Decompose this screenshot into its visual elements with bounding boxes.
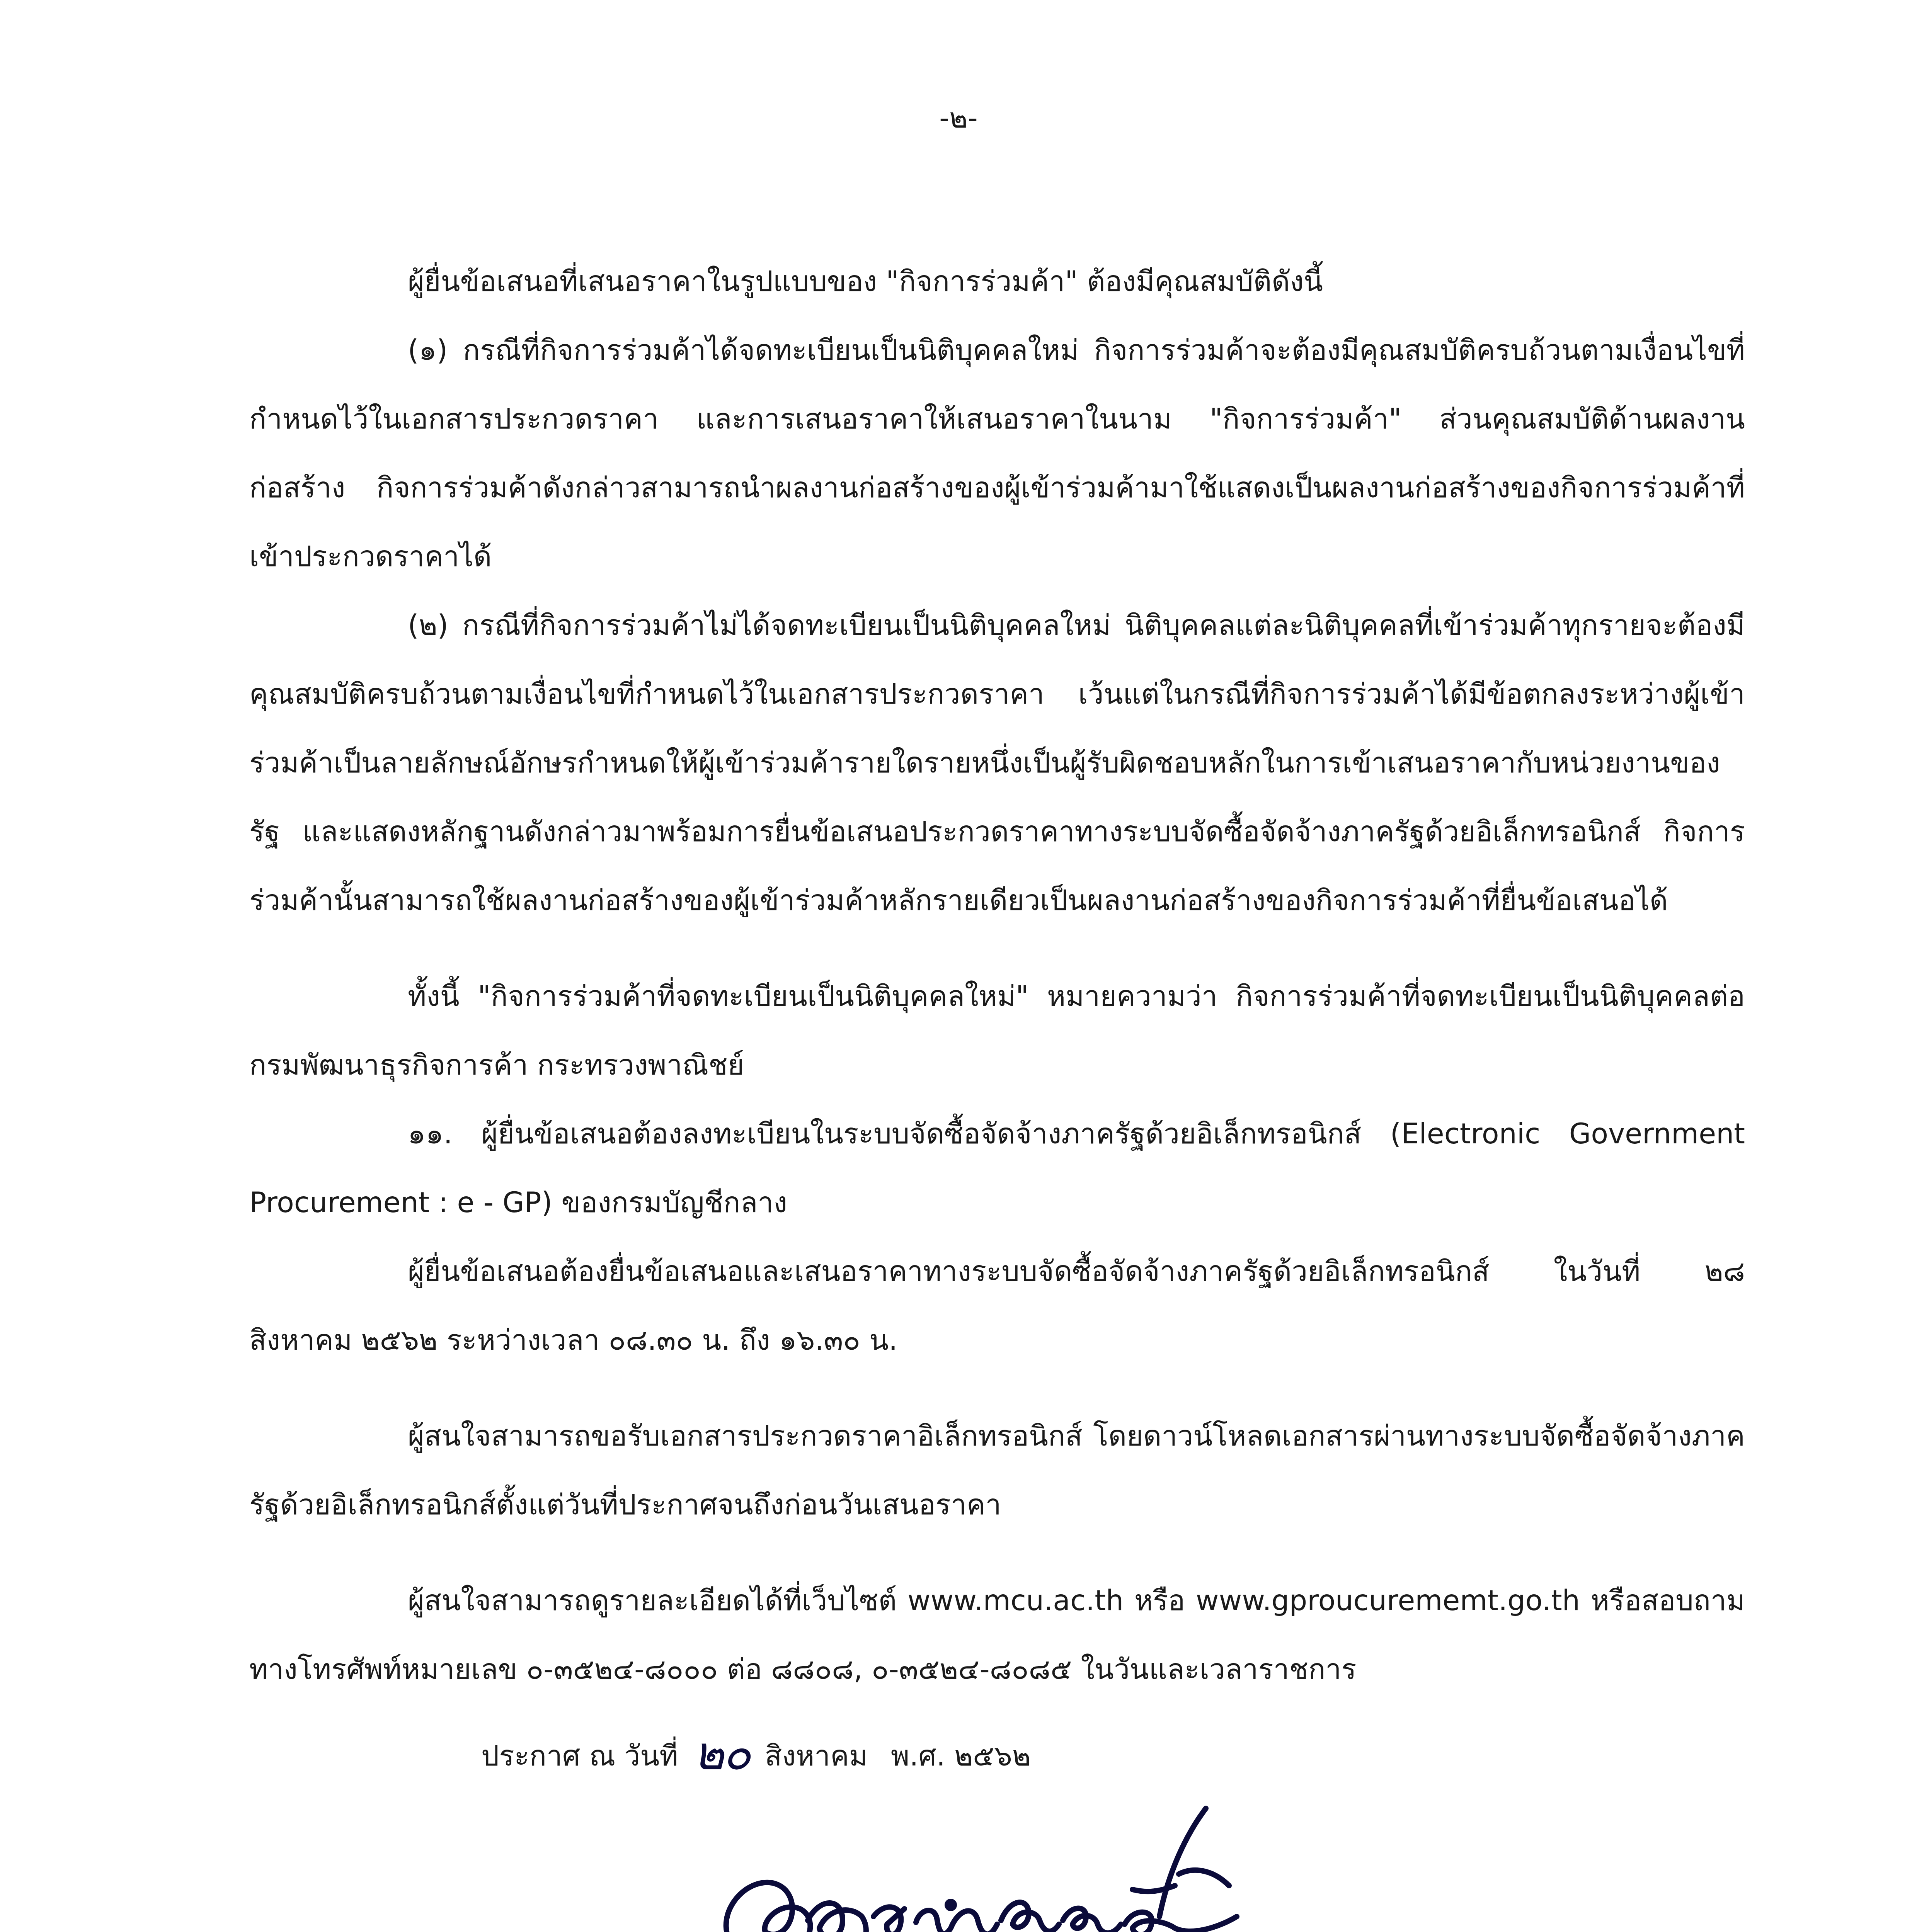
page-number: -๒- bbox=[939, 102, 978, 134]
signature-image bbox=[703, 1793, 1283, 1932]
paragraph-definition: ทั้งนี้ "กิจการร่วมค้าที่จดทะเบียนเป็นนิติบุคคลใหม่" หมายความว่า กิจการร่วมค้าที่จดทะเบียนเป็นนิติบุคคลต่อกรมพัฒนาธุรกิจการค้า กระทรวงพาณิชย์ bbox=[249, 980, 1745, 1082]
paragraph-download-docs: ผู้สนใจสามารถขอรับเอกสารประกวดราคาอิเล็กทรอนิกส์ โดยดาวน์โหลดเอกสารผ่านทางระบบจัดซื้อจัดจ้างภาครัฐด้วยอิเล็กทรอนิกส์ตั้งแต่วันที่ประกาศจนถึงก่อนวันเสนอราคา bbox=[249, 1420, 1745, 1521]
paragraph-contact: ผู้สนใจสามารถดูรายละเอียดได้ที่เว็บไซต์ www.mcu.ac.th หรือ www.gproucurememt.go.th หรือสอบถามทางโทรศัพท์หมายเลข ๐-๓๕๒๔-๘๐๐๐ ต่อ ๘๘๐๘, ๐-๓๕๒๔-๘๐๘๕ ในวันและเวลาราชการ bbox=[249, 1584, 1745, 1686]
paragraph-item-11: ๑๑. ผู้ยื่นข้อเสนอต้องลงทะเบียนในระบบจัดซื้อจัดจ้างภาครัฐด้วยอิเล็กทรอนิกส์ (Electronic Government Procurement : e - GP) ของกรมบัญชีกลาง bbox=[249, 1117, 1745, 1219]
body-block-1 bbox=[249, 247, 1745, 1704]
announcement-date-line bbox=[481, 1727, 1031, 1781]
announcement-month: สิงหาคม bbox=[764, 1740, 868, 1772]
handwritten-day: ๒๐ bbox=[693, 1727, 749, 1781]
paragraph-clause-2: (๒) กรณีที่กิจการร่วมค้าไม่ได้จดทะเบียนเป็นนิติบุคคลใหม่ นิติบุคคลแต่ละนิติบุคคลที่เข้าร่วมค้าทุกรายจะต้องมีคุณสมบัติครบถ้วนตามเงื่อนไขที่กำหนดไว้ในเอกสารประกวดราคา เว้นแต่ในกรณีที่กิจการร่วมค้าได้มีข้อตกลงระหว่างผู้เข้าร่วมค้าเป็นลายลักษณ์อักษรกำหนดให้ผู้เข้าร่วมค้ารายใดรายหนึ่งเป็นผู้รับผิดชอบหลักในการเข้าเสนอราคากับหน่วยงานของรัฐ และแสดงหลักฐานดังกล่าวมาพร้อมการยื่นข้อเสนอประกวดราคาทางระบบจัดซื้อจัดจ้างภาครัฐด้วยอิเล็กทรอนิกส์ กิจการร่วมค้านั้นสามารถใช้ผลงานก่อสร้างของผู้เข้าร่วมค้าหลักรายเดียวเป็นผลงานก่อสร้างของกิจการร่วมค้าที่ยื่นข้อเสนอได้ bbox=[249, 609, 1745, 917]
announcement-prefix: ประกาศ ณ วันที่ bbox=[481, 1740, 678, 1772]
paragraph-submission-date: ผู้ยื่นข้อเสนอต้องยื่นข้อเสนอและเสนอราคาทางระบบจัดซื้อจัดจ้างภาครัฐด้วยอิเล็กทรอนิกส์ ในวันที่ ๒๘ สิงหาคม ๒๕๖๒ ระหว่างเวลา ๐๘.๓๐ น. ถึง ๑๖.๓๐ น. bbox=[249, 1255, 1745, 1357]
announcement-year: พ.ศ. ๒๕๖๒ bbox=[891, 1740, 1031, 1772]
paragraph-clause-1: (๑) กรณีที่กิจการร่วมค้าได้จดทะเบียนเป็นนิติบุคคลใหม่ กิจการร่วมค้าจะต้องมีคุณสมบัติครบถ้วนตามเงื่อนไขที่กำหนดไว้ในเอกสารประกวดราคา และการเสนอราคาให้เสนอราคาในนาม "กิจการร่วมค้า" ส่วนคุณสมบัติด้านผลงานก่อสร้าง กิจการร่วมค้าดังกล่าวสามารถนำผลงานก่อสร้างของผู้เข้าร่วมค้ามาใช้แสดงเป็นผลงานก่อสร้างของกิจการร่วมค้าที่เข้าประกวดราคาได้ bbox=[249, 334, 1745, 573]
paragraph-joint-venture-intro: ผู้ยื่นข้อเสนอที่เสนอราคาในรูปแบบของ "กิจการร่วมค้า" ต้องมีคุณสมบัติดังนี้ bbox=[408, 265, 1323, 298]
